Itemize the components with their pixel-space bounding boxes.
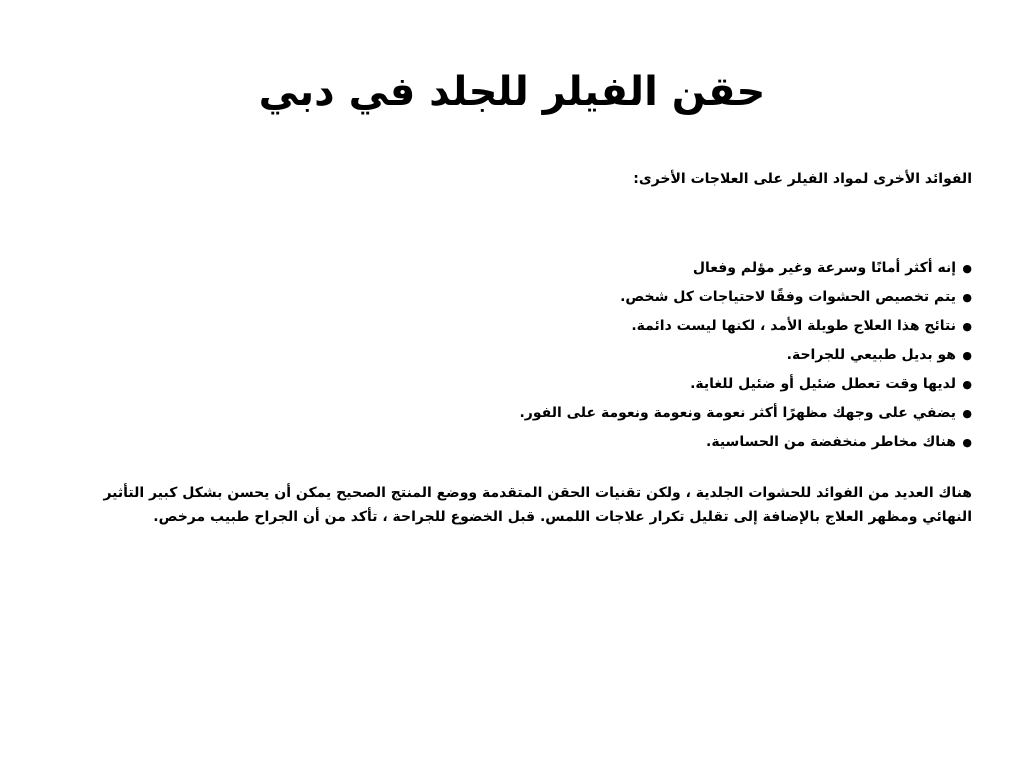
bullet-icon: ●: [962, 378, 972, 391]
list-item: [52, 341, 972, 370]
bullet-icon: ●: [962, 349, 972, 362]
benefits-list: [52, 254, 972, 457]
bullet-icon: ●: [962, 262, 972, 275]
list-item-text: هناك مخاطر منخفضة من الحساسية.: [706, 434, 956, 450]
bullet-icon: ●: [962, 320, 972, 333]
bullet-icon: ●: [962, 436, 972, 449]
bullet-icon: ●: [962, 291, 972, 304]
list-item-text: لديها وقت تعطل ضئيل أو ضئيل للغاية.: [690, 376, 956, 392]
closing-paragraph: هناك العديد من الفوائد للحشوات الجلدية ، ولكن تقنيات الحقن المتقدمة ووضع المنتج الصحيح يمكن أن يحسن بشكل كبير التأثير النهائي ومظهر العلاج بالإضافة إلى تقليل تكرار علاجات اللمس. قبل الخضوع للجراحة ، تأكد من أن الجراح طبيب مرخص.: [103, 485, 972, 525]
list-item-text: إنه أكثر أمانًا وسرعة وغير مؤلم وفعال: [692, 260, 956, 276]
list-item: [52, 254, 972, 283]
slide-title: حقن الفيلر للجلد في دبي: [258, 69, 766, 115]
list-item: [52, 428, 972, 457]
bullet-icon: ●: [962, 407, 972, 420]
list-item-text: هو بديل طبيعي للجراحة.: [786, 347, 956, 363]
intro-text: الفوائد الأخرى لمواد الفيلر على العلاجات الأخرى:: [633, 171, 972, 187]
list-item-text: يضفي على وجهك مظهرًا أكثر نعومة ونعومة ونعومة على الفور.: [519, 405, 956, 421]
list-item: [52, 312, 972, 341]
list-item-text: نتائج هذا العلاج طويلة الأمد ، لكنها ليست دائمة.: [631, 318, 956, 334]
list-item: [52, 283, 972, 312]
list-item: [52, 399, 972, 428]
list-item: [52, 370, 972, 399]
list-item-text: يتم تخصيص الحشوات وفقًا لاحتياجات كل شخص.: [620, 289, 956, 305]
